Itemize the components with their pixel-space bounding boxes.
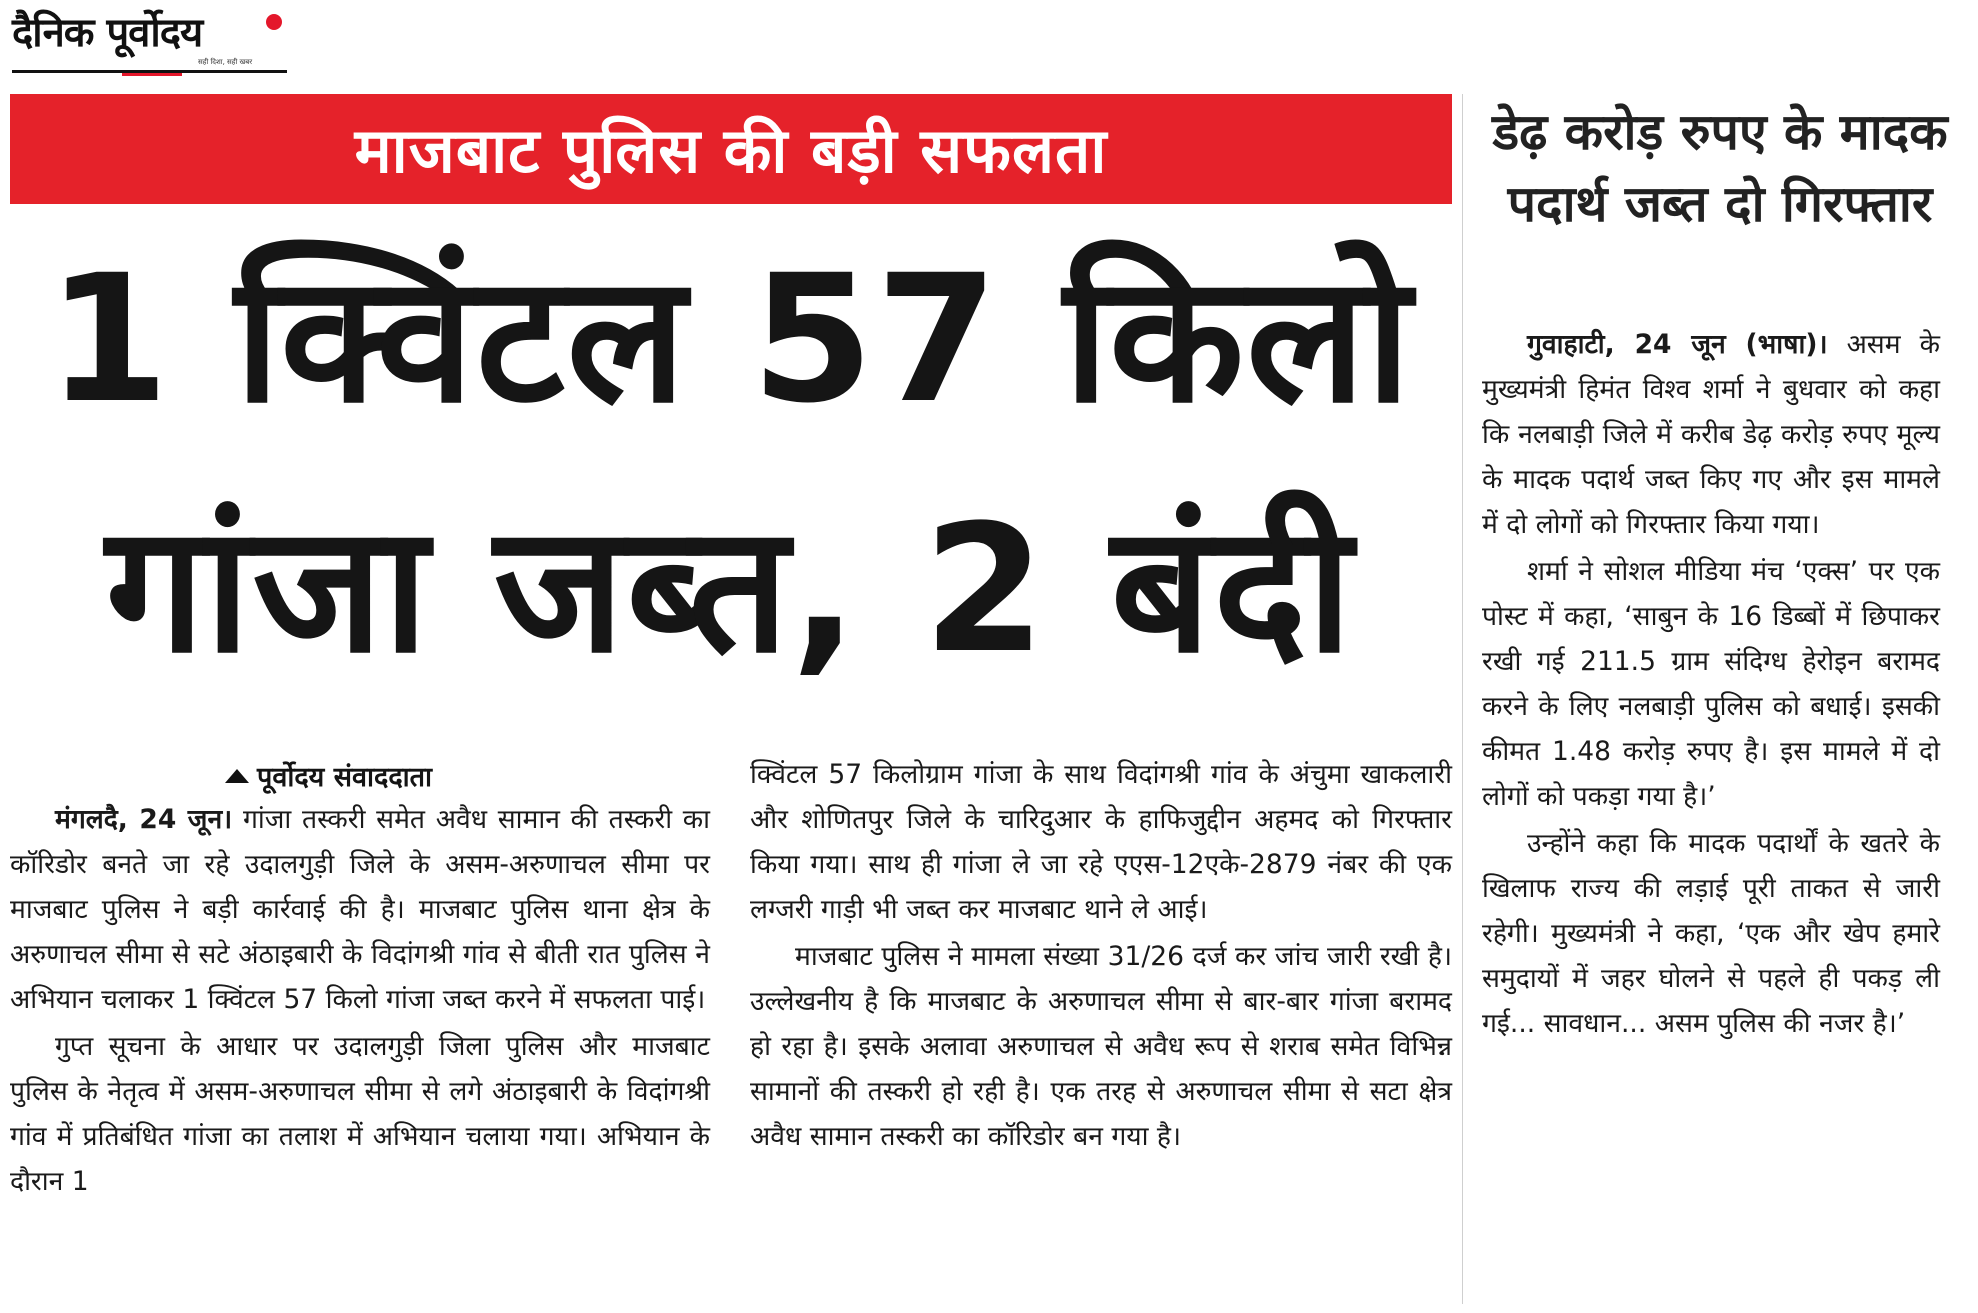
masthead-accent-rule xyxy=(122,73,182,76)
main-headline-line-1: 1 क्विंटल 57 किलो xyxy=(46,237,1414,442)
kicker-text: माजबाट पुलिस की बड़ी सफलता xyxy=(354,114,1108,187)
paragraph: शर्मा ने सोशल मीडिया मंच ‘एक्स’ पर एक पोस्ट में कहा, ‘साबुन के 16 डिब्बों में छिपाकर रखी गई 211.5 ग्राम संदिग्ध हेरोइन बरामद करने के लिए नलबाड़ी पुलिस को बधाई। इसकी कीमत 1.48 करोड़ रुपए है। इस मामले में दो लोगों को पकड़ा गया है।’ xyxy=(1482,556,1940,812)
side-story-column xyxy=(1482,322,1940,1048)
logo-dot-icon xyxy=(266,14,282,30)
byline xyxy=(225,757,432,794)
paragraph xyxy=(10,797,710,1022)
masthead xyxy=(12,8,287,74)
main-headline-line-2: गांजा जब्त, 2 बंदी xyxy=(105,487,1355,692)
paragraph: क्विंटल 57 किलोग्राम गांजा के साथ विदांगश्री गांव के अंचुमा खाकलारी और शोणितपुर जिले के चारिदुआर के हाफिजुद्दीन अहमद को गिरफ्तार किया गया। साथ ही गांजा ले जा रहे एएस-12एके-2879 नंबर की एक लग्जरी गाड़ी भी जब्त कर माजबाट थाने ले आई। xyxy=(750,759,1452,925)
paragraph-text: गांजा तस्करी समेत अवैध सामान की तस्करी का कॉरिडोर बनते जा रहे उदालगुड़ी जिले के असम-अरुणाचल सीमा पर माजबाट पुलिस ने बड़ी कार्रवाई की है। माजबाट पुलिस थाना क्षेत्र के अरुणाचल सीमा से सटे अंठाइबारी के विदांगश्री गांव से बीती रात पुलिस ने अभियान चलाकर 1 क्विंटल 57 किलो गांजा जब्त करने में सफलता पाई। xyxy=(10,804,710,1015)
column-divider xyxy=(1462,94,1463,1304)
side-dateline: गुवाहाटी, 24 जून (भाषा)। xyxy=(1527,329,1828,360)
newspaper-logo: दैनिक पूर्वोदय xyxy=(12,10,203,56)
main-story-column-2 xyxy=(750,752,1452,1161)
kicker-banner xyxy=(10,94,1452,204)
masthead-tagline: सही दिशा, सही खबर xyxy=(198,58,253,66)
byline-text: पूर्वोदय संवाददाता xyxy=(257,762,433,793)
side-story-headline: डेढ़ करोड़ रुपए के मादक पदार्थ जब्त दो गिरफ्तार xyxy=(1492,103,1948,233)
paragraph: गुप्त सूचना के आधार पर उदालगुड़ी जिला पुलिस और माजबाट पुलिस के नेतृत्व में असम-अरुणाचल सीमा से लगे अंठाइबारी के विदांगश्री गांव में प्रतिबंधित गांजा का तलाश में अभियान चलाया गया। अभियान के दौरान 1 xyxy=(10,1031,710,1197)
paragraph: उन्होंने कहा कि मादक पदार्थों के खतरे के खिलाफ राज्य की लड़ाई पूरी ताकत से जारी रहेगी। मुख्यमंत्री ने कहा, ‘एक और खेप हमारे समुदायों में जहर घोलने से पहले ही पकड़ ली गई... सावधान... असम पुलिस की नजर है।’ xyxy=(1482,828,1940,1039)
paragraph-text: असम के मुख्यमंत्री हिमंत विश्व शर्मा ने बुधवार को कहा कि नलबाड़ी जिले में करीब डेढ़ करोड़ रुपए मूल्य के मादक पदार्थ जब्त किए गए और इस मामले में दो लोगों को गिरफ्तार किया गया। xyxy=(1482,329,1940,540)
dateline: मंगलदै, 24 जून। xyxy=(55,804,233,835)
paragraph: माजबाट पुलिस ने मामला संख्या 31/26 दर्ज कर जांच जारी रखी है। उल्लेखनीय है कि माजबाट के अरुणाचल सीमा से बार-बार गांजा बरामद हो रहा है। इसके अलावा अरुणाचल से अवैध रूप से शराब समेत विभिन्न सामानों की तस्करी हो रही है। एक तरह से अरुणाचल सीमा से सटा क्षेत्र अवैध सामान तस्करी का कॉरिडोर बन गया है। xyxy=(750,941,1452,1152)
triangle-up-icon xyxy=(225,769,249,783)
paragraph xyxy=(1482,322,1940,547)
main-story-column-1 xyxy=(10,797,710,1206)
